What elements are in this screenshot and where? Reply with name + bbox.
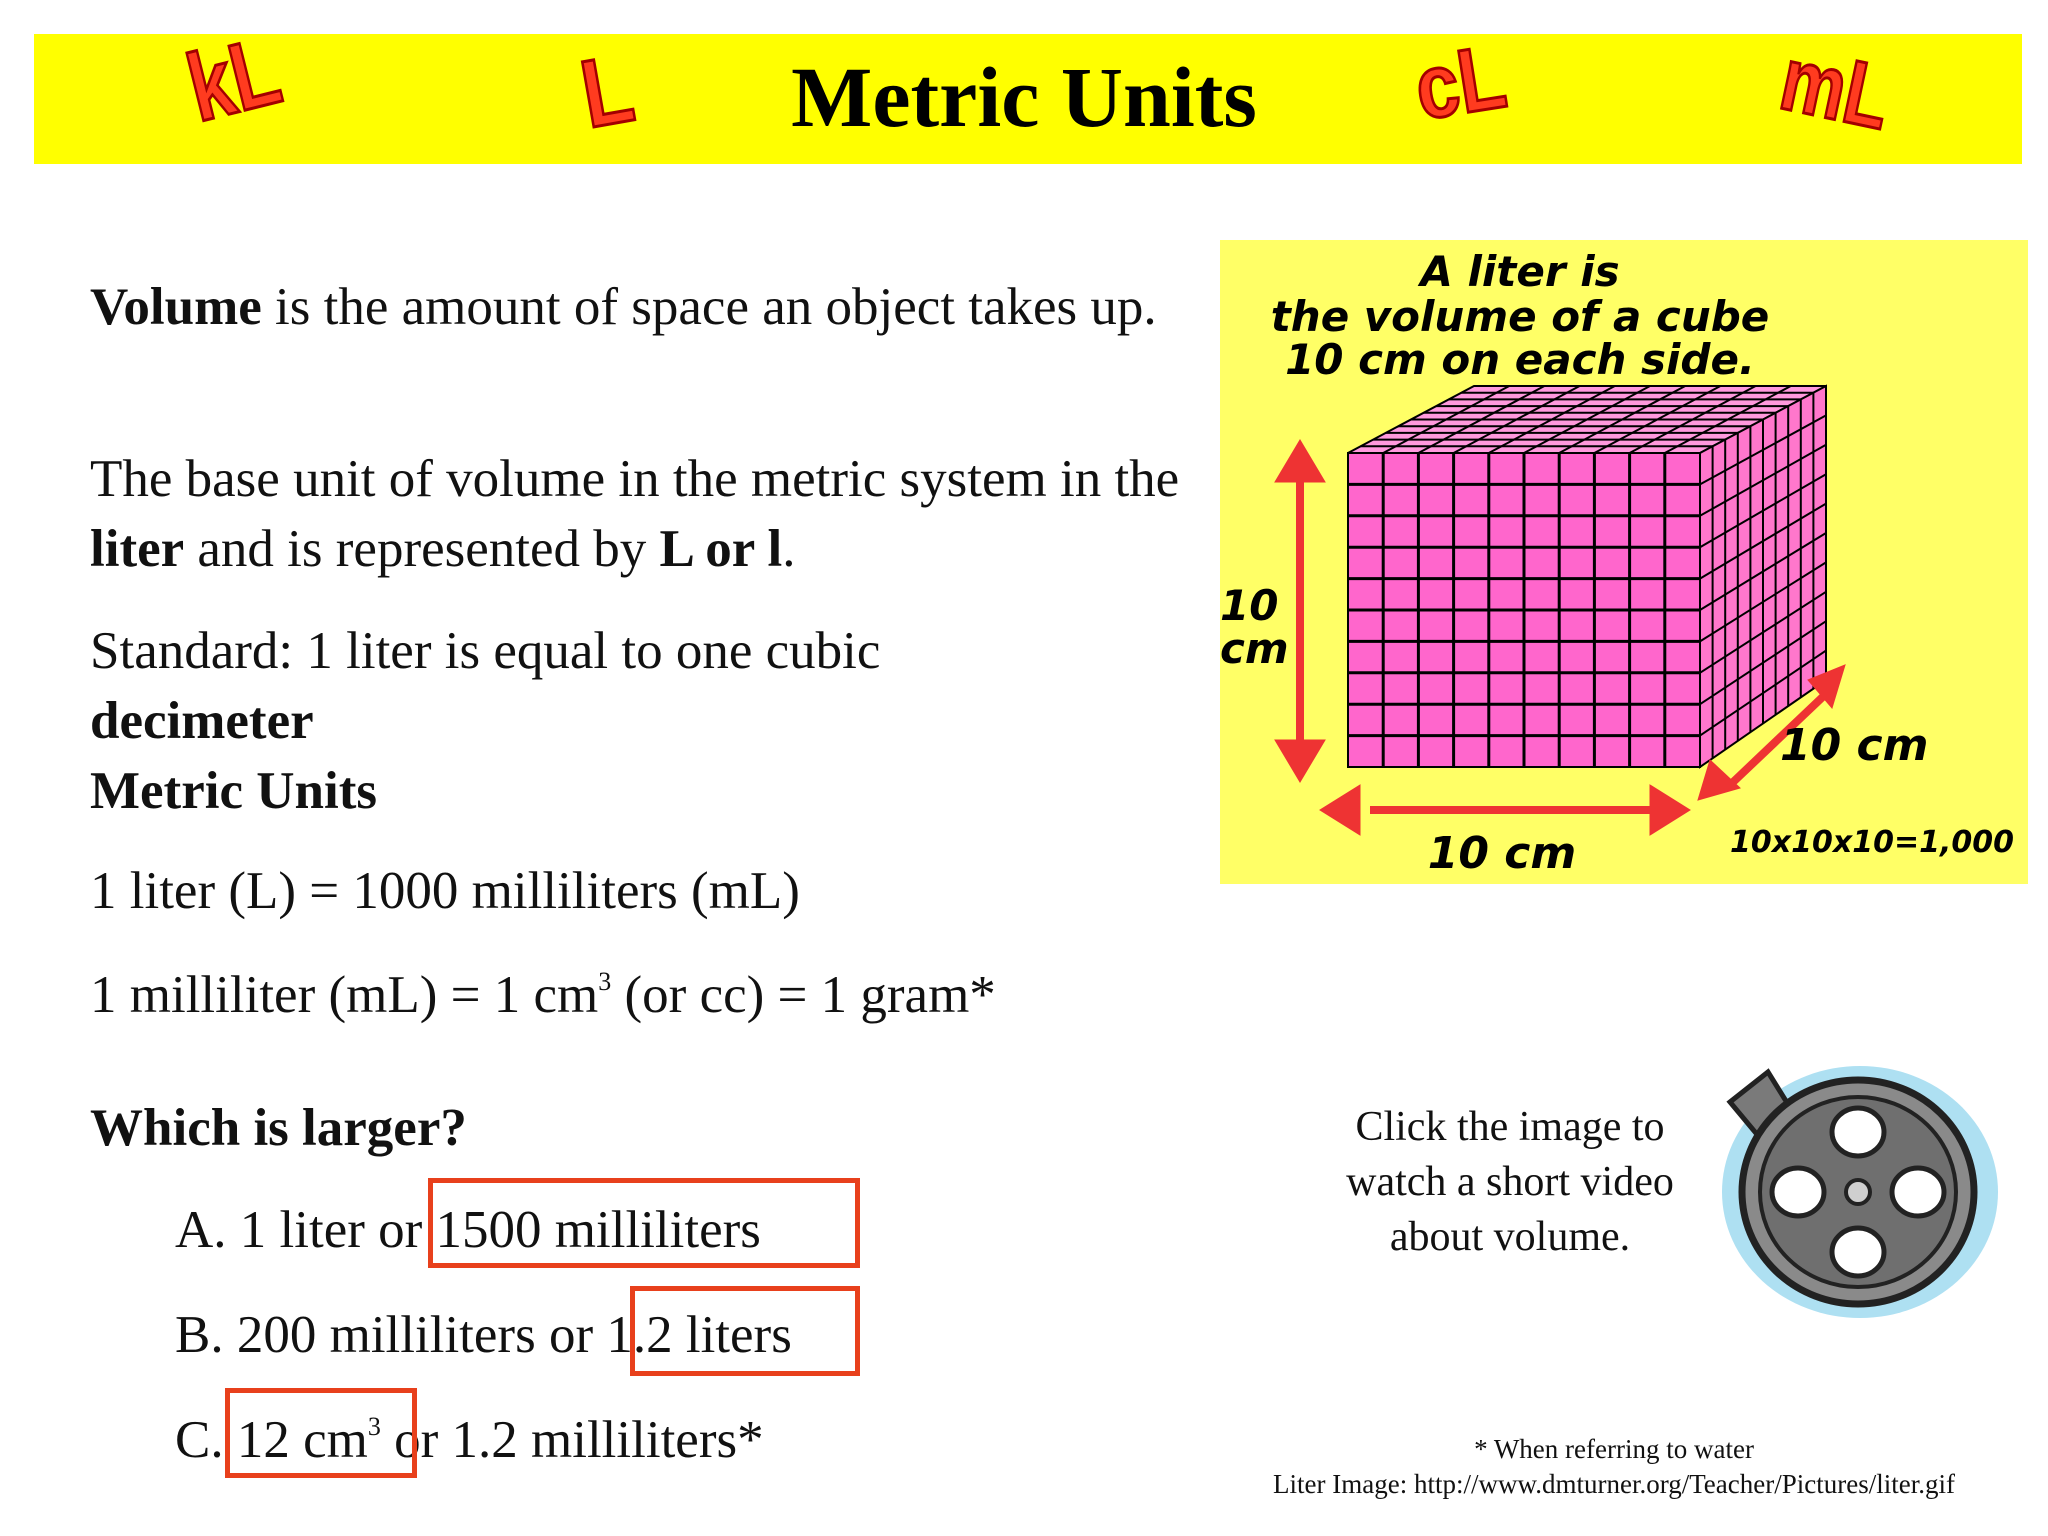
image-credit: Liter Image: http://www.dmturner.org/Teacher/Pictures/liter.gif xyxy=(1273,1469,1955,1499)
reel-hub xyxy=(1846,1180,1870,1204)
reel-hole-bottom xyxy=(1832,1228,1884,1276)
cubed-superscript: 3 xyxy=(598,967,612,996)
height-label-number: 10 xyxy=(1220,581,1279,630)
reel-hole-top xyxy=(1832,1108,1884,1156)
answer-c-superscript: 3 xyxy=(367,1412,381,1441)
volume-definition xyxy=(90,272,1200,342)
height-arrow xyxy=(1275,440,1325,782)
quiz-question-text: Which is larger? xyxy=(90,1099,467,1157)
standard-paragraph xyxy=(90,616,990,826)
video-prompt-line-1: Click the image to xyxy=(1355,1104,1665,1150)
liter-symbol: L or l xyxy=(659,520,783,578)
base-unit-text-1: The base unit of volume in the metric system in the xyxy=(90,450,1180,508)
height-label-unit: cm xyxy=(1220,624,1289,673)
answer-b-text: B. 200 milliliters or 1.2 liters xyxy=(175,1306,792,1364)
cube-caption-2: the volume of a cube xyxy=(1270,292,1770,341)
decimeter-term: decimeter xyxy=(90,692,314,750)
answer-c-highlight xyxy=(225,1388,417,1478)
volume-definition-text: is the amount of space an object takes up. xyxy=(261,278,1157,336)
base-unit-text-2: and is represented by xyxy=(184,520,660,578)
reel-hole-left xyxy=(1772,1168,1824,1216)
kiloliter-art: kL xyxy=(177,16,291,143)
liter-term: liter xyxy=(90,520,185,578)
liter-art: L xyxy=(573,34,642,149)
cube-caption-1: A liter is xyxy=(1420,247,1620,296)
cube-caption-3: 10 cm on each side. xyxy=(1285,335,1755,384)
answer-c-text-2: or 1.2 milliliters* xyxy=(380,1411,764,1469)
video-prompt-line-2: watch a short video xyxy=(1346,1159,1674,1205)
footnotes xyxy=(1214,1432,2014,1502)
liter-equation: 1 liter (L) = 1000 milliliters (mL) xyxy=(90,862,800,920)
film-reel-graphic xyxy=(1690,1042,2000,1322)
answer-c-text-1: C. 12 cm xyxy=(175,1411,368,1469)
milliliter-art: mL xyxy=(1772,28,1899,150)
reel-hole-right xyxy=(1892,1168,1944,1216)
depth-label: 10 cm xyxy=(1780,720,1929,771)
standard-text: Standard: 1 liter is equal to one cubic xyxy=(90,622,881,680)
video-prompt-line-3: about volume. xyxy=(1389,1214,1631,1260)
liter-cube-illustration xyxy=(1220,240,2028,884)
metric-units-subheading: Metric Units xyxy=(90,762,377,820)
milliliter-equation-text-1: 1 milliliter (mL) = 1 cm xyxy=(90,966,599,1024)
volume-term: Volume xyxy=(90,278,262,336)
milliliter-equation xyxy=(90,960,1200,1030)
base-unit-text-3: . xyxy=(782,520,796,578)
answer-a-highlight xyxy=(428,1178,860,1268)
liter-cube-image[interactable] xyxy=(1220,240,2028,884)
answer-b-highlight xyxy=(630,1286,860,1376)
milliliter-equation-text-2: (or cc) = 1 gram* xyxy=(611,966,996,1024)
film-reel-icon[interactable] xyxy=(1690,1042,2000,1322)
video-prompt xyxy=(1310,1100,1710,1265)
water-footnote: * When referring to water xyxy=(1474,1434,1754,1464)
width-label: 10 cm xyxy=(1427,828,1577,879)
volume-formula: 10x10x10=1,000 xyxy=(1730,825,2014,860)
answer-a-text: A. 1 liter or 1500 milliliters xyxy=(175,1201,761,1259)
page-title: Metric Units xyxy=(791,49,1257,145)
centiliter-art: cL xyxy=(1408,26,1513,140)
base-unit-paragraph xyxy=(90,444,1200,584)
quiz-question xyxy=(90,1093,1200,1163)
